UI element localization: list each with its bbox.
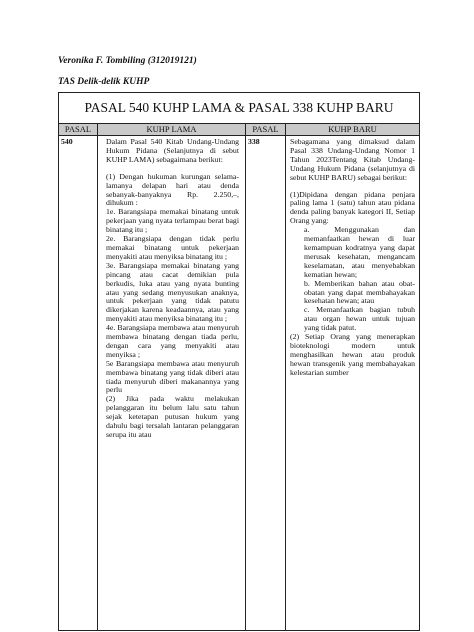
course-line: TAS Delik-delik KUHP [58, 77, 150, 87]
column-header-kuhp-lama: KUHP LAMA [98, 124, 246, 136]
kuhp-baru-para-2: (2) Setiap Orang yang menerapkan bioteknologi modern untuk menghasilkan hewan atau produk hewan transgenik yang membahayakan kelestarian sumber [290, 332, 416, 377]
kuhp-lama-item-4: 4e. Barangsiapa membawa atau menyuruh membawa binatang dengan tiada perlu, dengan cara yang menyakiti atau menyiksa ; [106, 323, 239, 359]
kuhp-baru-item-a: a. Menggunakan dan memanfaatkan hewan di luar kemampuan kodratnya yang dapat merusak kesehatan, mengancam keselamatan, atau menyebabkan kematian hewan; [304, 225, 416, 279]
pasal-lama-number: 540 [59, 136, 98, 631]
kuhp-lama-item-1: 1e. Barangsiapa memakai binatang untuk pekerjaan yang nyata terlampau berat bagi binatang itu ; [106, 207, 239, 235]
kuhp-lama-text [98, 136, 246, 631]
kuhp-baru-item-b: b. Memberikan bahan atau obat-obatan yang dapat membahayakan kesehatan hewan; atau [304, 278, 416, 306]
table-title: PASAL 540 KUHP LAMA & PASAL 338 KUHP BARU [59, 93, 420, 124]
kuhp-baru-intro: Sebagamana yang dimaksud dalam Pasal 338 Undang-Undang Nomor 1 Tahun 2023Tentang Kitab Undang-Undang Hukum Pidana (selanjutnya di sebut KUHP BARU) sebagai berikut: [290, 137, 416, 182]
kuhp-baru-para-1: (1)Dipidana dengan pidana penjara paling lama 1 (satu) tahun atau pidana denda paling banyak kategori II, Setiap Orang yang: [290, 189, 416, 226]
column-header-kuhp-baru: KUHP BARU [286, 124, 420, 136]
kuhp-baru-text [286, 136, 420, 631]
kuhp-lama-para-2: (2) Jika pada waktu melakukan pelanggaran itu belum lalu satu tahun sejak ketetapan putusan hukum yang dahulu bagi tersalah lantaran pelanggaran serupa itu atau [106, 394, 239, 439]
table-header-row [59, 124, 420, 136]
kuhp-lama-para-1: (1) Dengan hukuman kurungan selama-lamanya delapan hari atau denda sebanyak-banyaknya Rp. 2.250,–, dihukum : [106, 171, 239, 208]
kuhp-lama-item-5: 5e Barangsiapa membawa atau menyuruh membawa binatang yang tidak diberi atau tiada menyuruh diberi makanannya yang perlu [106, 358, 239, 395]
kuhp-lama-item-3: 3e. Barangsiapa memakai binatang yang pincang atau cacat demikian pula berkudis, luka atau yang nyata bunting atau yang sedang menyusukan anaknya, untuk pekerjaan yang tidak patutu dikerjakan karena keadaannya, atau yang menyakiti atau menyiksa binatang itu ; [106, 260, 239, 324]
comparison-table [58, 92, 420, 631]
kuhp-lama-item-2: 2e. Barangsiapa dengan tidak perlu memakai binatang untuk pekerjaan menyakiti atau menyiksa binatang itu ; [106, 234, 239, 261]
author-line: Veronika F. Tombiling (312019121) [58, 56, 197, 66]
column-header-pasal-lama: PASAL [59, 124, 98, 136]
kuhp-lama-intro: Dalam Pasal 540 Kitab Undang-Undang Hukum Pidana (Selanjutnya di sebut KUHP LAMA) sebagaimana berikut: [106, 137, 239, 164]
table-row [59, 136, 420, 631]
kuhp-baru-item-c: c. Memanfaatkan bagian tubuh atau organ hewan untuk tujuan yang tidak patut. [304, 305, 416, 333]
pasal-baru-number: 338 [246, 136, 286, 631]
column-header-pasal-baru: PASAL [246, 124, 286, 136]
